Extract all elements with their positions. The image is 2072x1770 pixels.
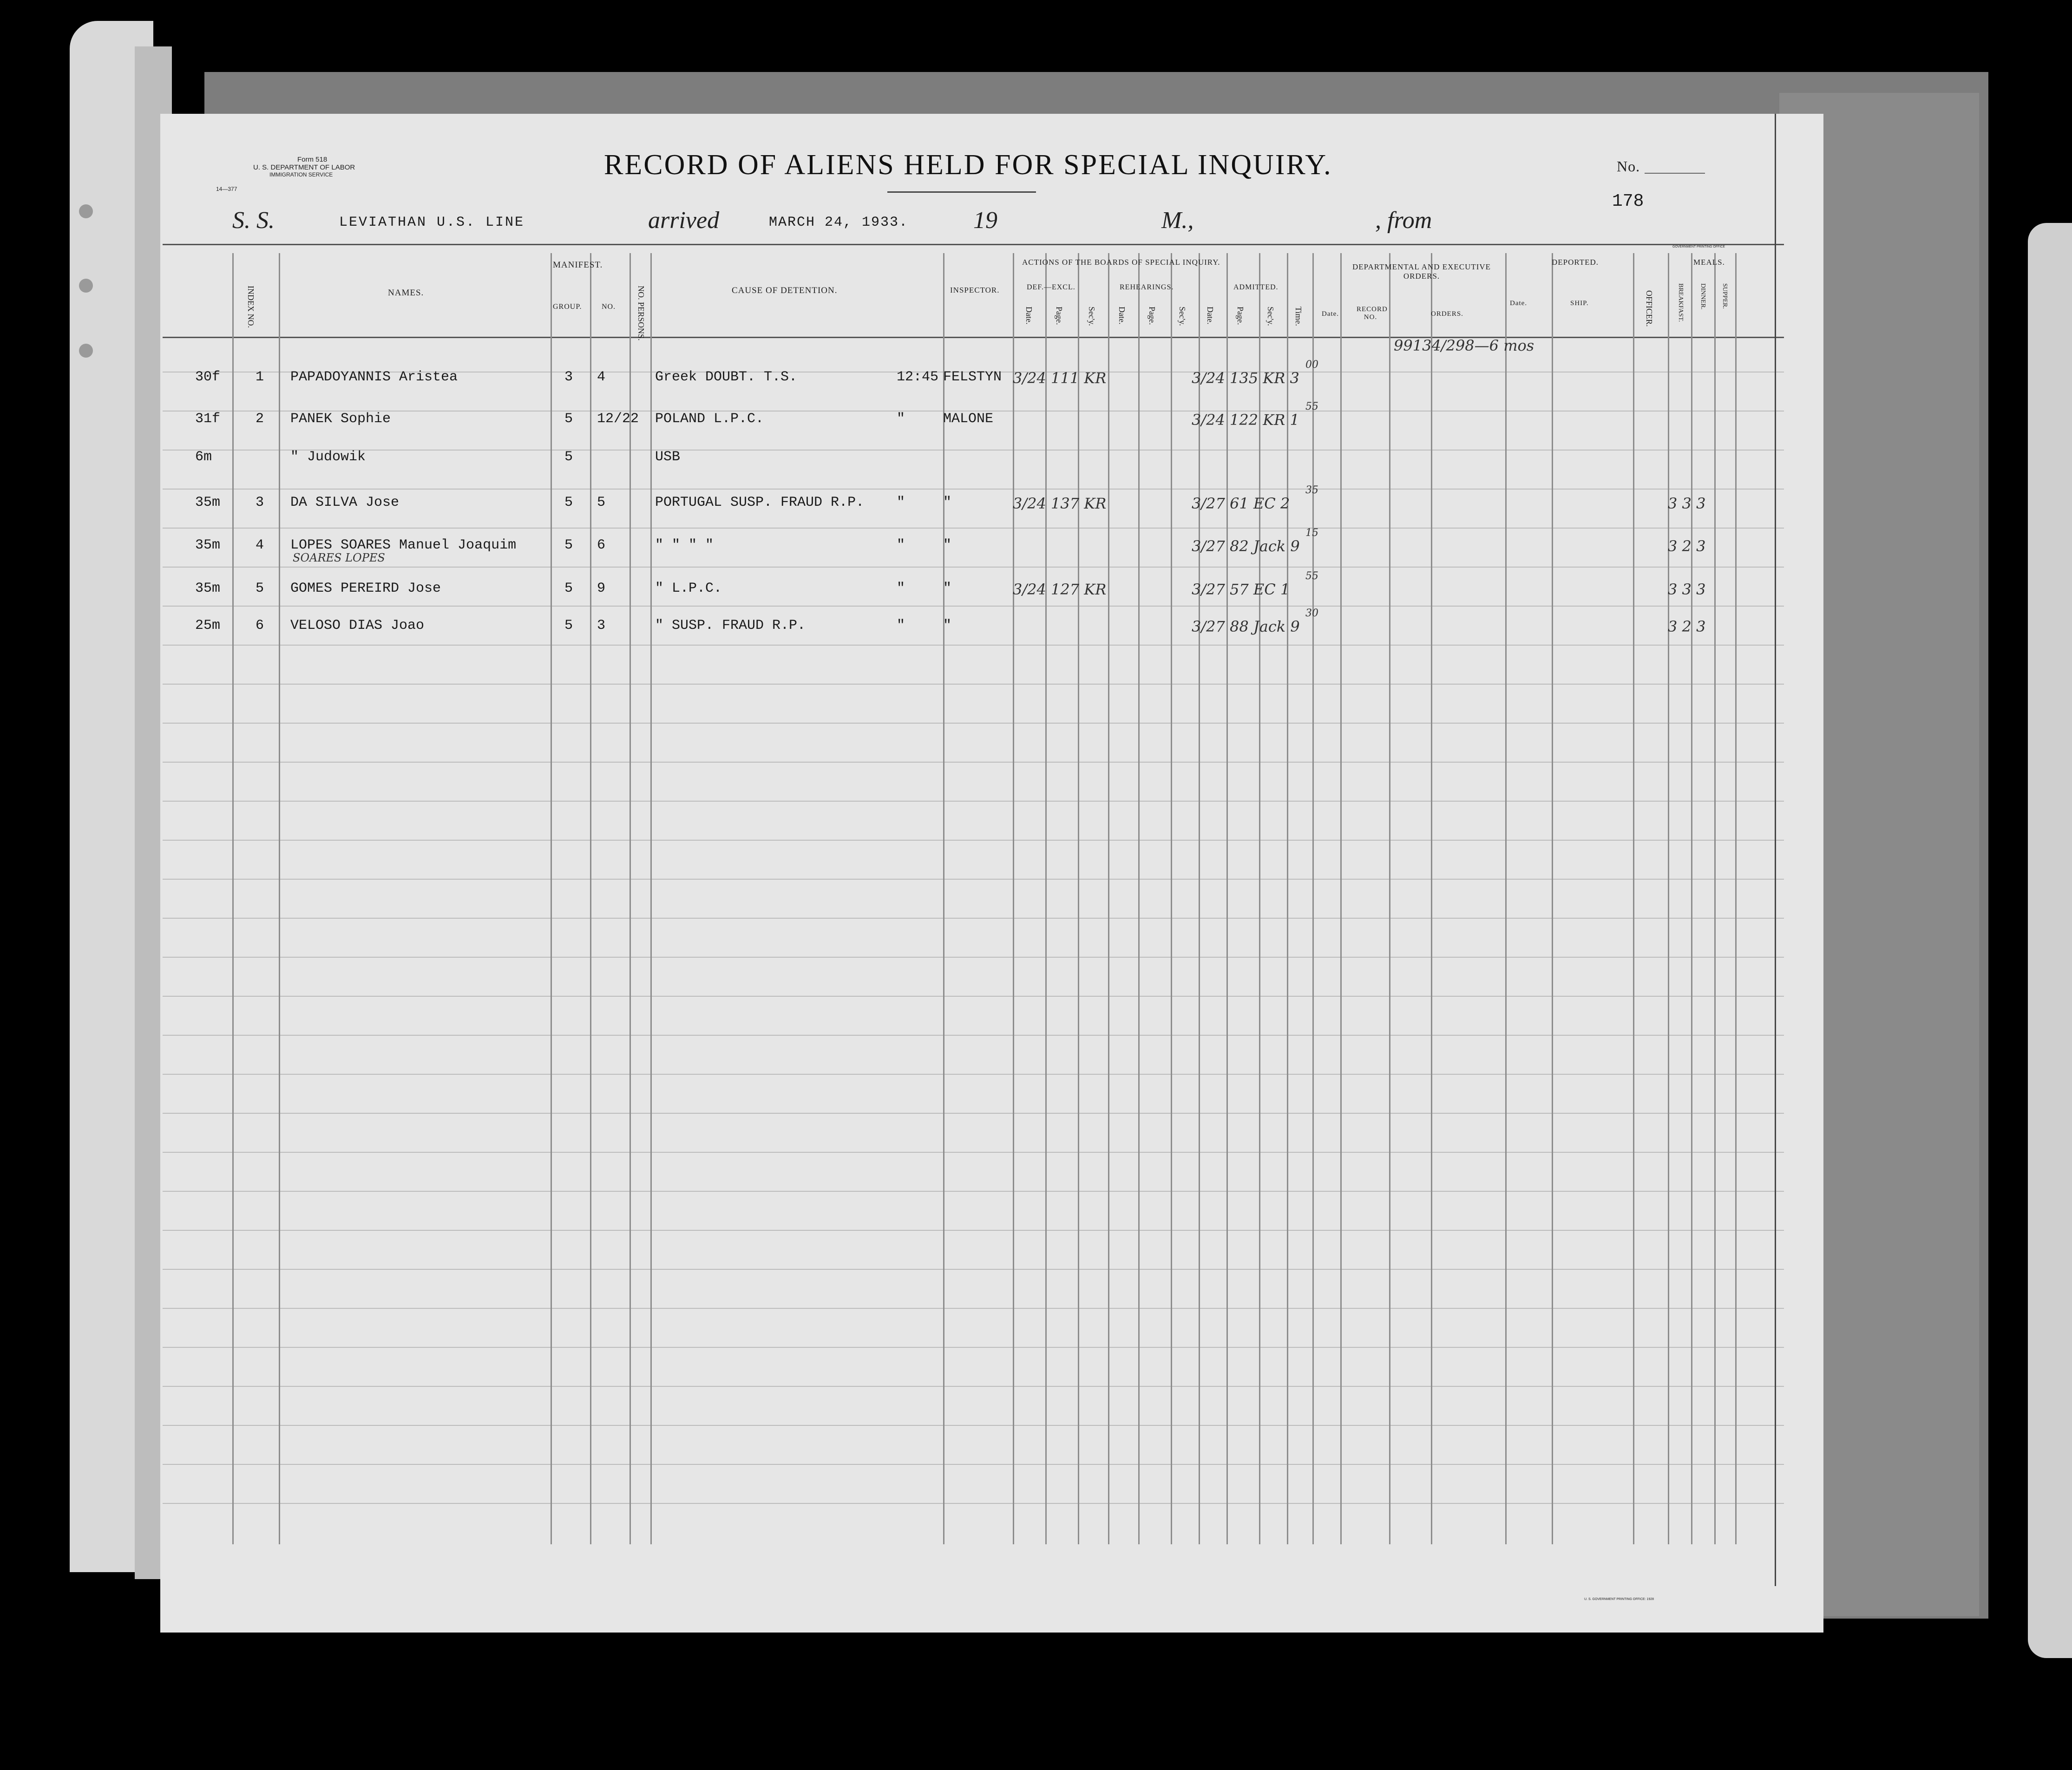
cell-name: DA SILVA Jose <box>290 495 400 510</box>
header-meals: MEALS. <box>1693 258 1725 267</box>
header-reh-page: Page. <box>1147 307 1157 325</box>
column-rule <box>1552 253 1553 1544</box>
no-label: No. <box>1617 158 1640 175</box>
column-rule <box>1691 253 1692 1544</box>
header-admitted: ADMITTED. <box>1233 283 1279 291</box>
cell-admitted: 3/27 82 Jack 9 <box>1192 537 1300 555</box>
header-def-date: Date. <box>1024 307 1034 325</box>
cell-group: 3 <box>564 369 573 385</box>
arrived-label: arrived <box>648 207 720 234</box>
header-boards: ACTIONS OF THE BOARDS OF SPECIAL INQUIRY. <box>1022 258 1220 267</box>
cell-group: 5 <box>564 537 573 553</box>
header-def-page: Page. <box>1055 307 1064 325</box>
cell-age: 35m <box>195 581 221 596</box>
header-adm-time: Time. <box>1294 307 1303 326</box>
binder-hole <box>79 279 93 293</box>
column-rule <box>650 253 652 1544</box>
cell-index: 3 <box>256 495 264 510</box>
ruled-line <box>163 1152 1784 1153</box>
header-ship: SHIP. <box>1570 300 1589 307</box>
cell-cause: " L.P.C. <box>655 581 722 596</box>
cell-age: 25m <box>195 618 221 634</box>
form-service: IMMIGRATION SERVICE <box>269 171 333 178</box>
arrival-date: MARCH 24, 1933. <box>769 215 909 230</box>
cell-inspector: " <box>943 618 952 634</box>
cell-cause: USB <box>655 449 681 465</box>
cell-admitted: 3/24 135 KR 3 <box>1192 369 1299 387</box>
column-rule <box>1259 253 1260 1544</box>
cell-admitted: 3/27 61 EC 2 <box>1192 495 1290 512</box>
cell-inspector: MALONE <box>943 411 994 427</box>
cell-cause: " " " " <box>655 537 714 553</box>
column-rule <box>1340 253 1342 1544</box>
cell-adm-min: 00 <box>1305 359 1318 371</box>
cell-group: 5 <box>564 411 573 427</box>
ruled-line <box>163 450 1784 451</box>
cell-age: 6m <box>195 449 212 465</box>
cell-no: 12/22 <box>597 411 639 427</box>
cell-group: 5 <box>564 495 573 510</box>
header-def-excl: DEF.—EXCL. <box>1027 283 1075 291</box>
top-printing-note: GOVERNMENT PRINTING OFFICE <box>1672 245 1725 248</box>
header-names: NAMES. <box>388 288 424 298</box>
header-no: NO. <box>602 303 616 311</box>
cell-time-in: " <box>897 537 905 553</box>
header-reh-date: Date. <box>1117 307 1127 325</box>
cell-name: LOPES SOARES Manuel Joaquim <box>290 537 517 553</box>
cell-meals: 3 3 3 <box>1668 581 1706 598</box>
header-adm-date: Date. <box>1206 307 1215 325</box>
header-dept-date: Date. <box>1322 310 1339 318</box>
column-rule <box>1505 253 1507 1544</box>
from-label: , from <box>1375 207 1432 234</box>
ruled-line <box>163 1191 1784 1192</box>
cell-index: 2 <box>256 411 264 427</box>
binder-hole <box>79 204 93 218</box>
cell-group: 5 <box>564 618 573 634</box>
no-underline <box>1645 173 1705 174</box>
ruled-line <box>163 801 1784 802</box>
cell-name: PANEK Sophie <box>290 411 391 427</box>
cell-name: " Judowik <box>290 449 366 465</box>
form-number: Form 518 <box>297 156 328 163</box>
page-title: RECORD OF ALIENS HELD FOR SPECIAL INQUIRY. <box>604 149 1332 181</box>
cell-index: 1 <box>256 369 264 385</box>
cell-index: 6 <box>256 618 264 634</box>
form-code: 14—377 <box>216 186 237 192</box>
cell-no: 9 <box>597 581 606 596</box>
ruled-line <box>163 918 1784 919</box>
cell-def: 3/24 127 KR <box>1013 581 1107 598</box>
cell-no: 3 <box>597 618 606 634</box>
cell-name: VELOSO DIAS Joao <box>290 618 425 634</box>
header-rule <box>163 244 1784 245</box>
column-rule <box>590 253 591 1544</box>
cell-age: 31f <box>195 411 221 427</box>
header-officer: OFFICER. <box>1645 290 1654 327</box>
binder-hole <box>79 344 93 358</box>
cell-group: 5 <box>564 449 573 465</box>
column-rule <box>1668 253 1669 1544</box>
header-breakfast: BREAKFAST. <box>1677 283 1684 322</box>
column-rule <box>279 253 280 1544</box>
printing-office-note: U. S. GOVERNMENT PRINTING OFFICE: 1928 <box>1584 1598 1654 1601</box>
column-rule <box>629 253 631 1544</box>
column-rule <box>1735 253 1737 1544</box>
ruled-line <box>163 606 1784 607</box>
next-page-edge <box>2028 223 2072 1658</box>
column-rule <box>1775 114 1776 1586</box>
header-persons: NO. PERSONS. <box>636 286 646 341</box>
cell-admitted: 3/27 88 Jack 9 <box>1192 618 1300 635</box>
header-rule <box>163 337 1784 338</box>
ruled-line <box>163 723 1784 724</box>
cell-time-in: " <box>897 618 905 634</box>
header-index: INDEX NO. <box>246 286 256 328</box>
cell-cause: PORTUGAL SUSP. FRAUD R.P. <box>655 495 865 510</box>
record-sheet <box>160 114 1823 1633</box>
header-orders: ORDERS. <box>1431 310 1463 318</box>
column-rule <box>232 253 234 1544</box>
ruled-line <box>163 957 1784 958</box>
m-label: M., <box>1161 207 1194 234</box>
ruled-line <box>163 879 1784 880</box>
ruled-line <box>163 1074 1784 1075</box>
cell-index: 5 <box>256 581 264 596</box>
ruled-line <box>163 762 1784 763</box>
header-dept-orders: DEPARTMENTAL AND EXECUTIVE ORDERS. <box>1352 262 1491 281</box>
column-rule <box>551 253 552 1544</box>
cell-meals: 3 3 3 <box>1668 495 1706 512</box>
ruled-line <box>163 840 1784 841</box>
header-adm-secy: Sec'y. <box>1266 307 1275 326</box>
column-rule <box>1045 253 1047 1544</box>
cell-adm-min: 55 <box>1305 401 1318 412</box>
column-rule <box>1312 253 1314 1544</box>
header-deported: DEPORTED. <box>1552 258 1599 267</box>
column-rule <box>1199 253 1200 1544</box>
cell-no: 6 <box>597 537 606 553</box>
cell-name-note: SOARES LOPES <box>293 551 385 564</box>
cell-group: 5 <box>564 581 573 596</box>
ruled-line <box>163 1503 1784 1504</box>
column-rule <box>1171 253 1172 1544</box>
cell-cause: " SUSP. FRAUD R.P. <box>655 618 806 634</box>
ruled-line <box>163 684 1784 685</box>
column-rule <box>1431 253 1432 1544</box>
cell-no: 5 <box>597 495 606 510</box>
header-reh-secy: Sec'y. <box>1178 307 1187 326</box>
ruled-line <box>163 1113 1784 1114</box>
header-dinner: DINNER. <box>1699 283 1706 310</box>
cell-age: 30f <box>195 369 221 385</box>
cell-age: 35m <box>195 537 221 553</box>
ruled-line <box>163 1230 1784 1231</box>
ruled-line <box>163 489 1784 490</box>
title-underline <box>887 191 1036 193</box>
cell-orders: 99134/298—6 mos <box>1394 337 1534 354</box>
ruled-line <box>163 1308 1784 1309</box>
column-rule <box>1714 253 1716 1544</box>
cell-cause: POLAND L.P.C. <box>655 411 764 427</box>
cell-def: 3/24 137 KR <box>1013 495 1107 512</box>
cell-no: 4 <box>597 369 606 385</box>
cell-time-in: " <box>897 411 905 427</box>
cell-time-in: 12:45 <box>897 369 939 385</box>
ruled-line <box>163 567 1784 568</box>
ruled-line <box>163 1386 1784 1387</box>
cell-adm-min: 55 <box>1305 570 1318 582</box>
cell-time-in: " <box>897 495 905 510</box>
cell-admitted: 3/24 122 KR 1 <box>1192 411 1299 429</box>
cell-inspector: " <box>943 537 952 553</box>
cell-cause: Greek DOUBT. T.S. <box>655 369 798 385</box>
page-number: 178 <box>1612 191 1644 211</box>
column-rule <box>1078 253 1079 1544</box>
cell-admitted: 3/27 57 EC 1 <box>1192 581 1290 598</box>
header-record-no: RECORD NO. <box>1357 306 1388 321</box>
cell-adm-min: 30 <box>1305 607 1318 619</box>
header-def-secy: Sec'y. <box>1087 307 1096 326</box>
ruled-line <box>163 1425 1784 1426</box>
column-rule <box>1013 253 1014 1544</box>
column-rule <box>1226 253 1228 1544</box>
header-cause: CAUSE OF DETENTION. <box>732 286 838 295</box>
cell-meals: 3 2 3 <box>1668 537 1706 555</box>
ruled-line <box>163 645 1784 646</box>
ruled-line <box>163 1269 1784 1270</box>
header-rehearings: REHEARINGS. <box>1120 283 1174 291</box>
cell-name: PAPADOYANNIS Aristea <box>290 369 458 385</box>
ruled-line <box>163 1464 1784 1465</box>
form-department: U. S. DEPARTMENT OF LABOR <box>253 163 355 171</box>
ship-name: LEVIATHAN U.S. LINE <box>339 215 525 230</box>
column-rule <box>1138 253 1140 1544</box>
cell-name: GOMES PEREIRD Jose <box>290 581 441 596</box>
ruled-line <box>163 1035 1784 1036</box>
header-inspector: INSPECTOR. <box>950 286 1000 294</box>
cell-index: 4 <box>256 537 264 553</box>
ss-label: S. S. <box>232 207 275 234</box>
cell-def: 3/24 111 KR <box>1013 369 1107 387</box>
ruled-line <box>163 996 1784 997</box>
column-rule <box>1389 253 1390 1544</box>
cell-adm-min: 35 <box>1305 484 1318 496</box>
column-rule <box>1287 253 1288 1544</box>
cell-time-in: " <box>897 581 905 596</box>
header-group: GROUP. <box>553 303 582 311</box>
header-deported-date: Date. <box>1510 300 1528 307</box>
column-rule <box>1108 253 1109 1544</box>
ruled-line <box>163 1347 1784 1348</box>
ruled-line <box>163 528 1784 529</box>
cell-inspector: FELSTYN <box>943 369 1002 385</box>
header-manifest: MANIFEST. <box>553 260 603 270</box>
cell-age: 35m <box>195 495 221 510</box>
column-rule <box>1633 253 1634 1544</box>
header-adm-page: Page. <box>1236 307 1245 325</box>
year-label: 19 <box>973 207 997 234</box>
column-rule <box>943 253 944 1544</box>
cell-adm-min: 15 <box>1305 527 1318 539</box>
cell-inspector: " <box>943 581 952 596</box>
cell-meals: 3 2 3 <box>1668 618 1706 635</box>
cell-inspector: " <box>943 495 952 510</box>
header-supper: SUPPER. <box>1721 283 1728 309</box>
